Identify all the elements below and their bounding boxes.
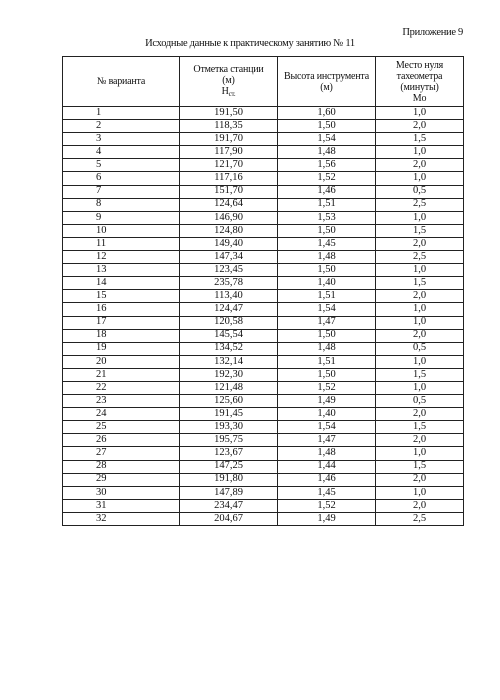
height-header-line1: Высота инструмента xyxy=(284,70,369,82)
cell-station-elevation: 193,30 xyxy=(180,421,278,434)
cell-station-elevation: 124,47 xyxy=(180,303,278,316)
cell-zero-place: 1,0 xyxy=(376,447,464,460)
table-row xyxy=(63,355,464,368)
cell-station-elevation: 191,45 xyxy=(180,408,278,421)
cell-instrument-height: 1,54 xyxy=(278,303,376,316)
cell-variant-number: 30 xyxy=(63,486,180,499)
table-header-row xyxy=(63,57,464,107)
cell-zero-place: 2,0 xyxy=(376,499,464,512)
cell-station-elevation: 146,90 xyxy=(180,211,278,224)
cell-zero-place: 2,5 xyxy=(376,251,464,264)
cell-zero-place: 0,5 xyxy=(376,395,464,408)
cell-station-elevation: 192,30 xyxy=(180,368,278,381)
table-row xyxy=(63,224,464,237)
table-row xyxy=(63,434,464,447)
column-header-station-elevation xyxy=(180,57,278,107)
table-row xyxy=(63,185,464,198)
document-title: Исходные данные к практическому занятию № 11 xyxy=(145,38,355,49)
table-row xyxy=(63,499,464,512)
cell-instrument-height: 1,50 xyxy=(278,224,376,237)
cell-zero-place: 1,0 xyxy=(376,355,464,368)
cell-variant-number: 8 xyxy=(63,198,180,211)
table-row xyxy=(63,473,464,486)
table-row xyxy=(63,237,464,250)
station-header-line2: (м) xyxy=(222,74,235,86)
cell-instrument-height: 1,53 xyxy=(278,211,376,224)
cell-variant-number: 9 xyxy=(63,211,180,224)
cell-station-elevation: 151,70 xyxy=(180,185,278,198)
cell-zero-place: 0,5 xyxy=(376,185,464,198)
table-row xyxy=(63,264,464,277)
cell-variant-number: 27 xyxy=(63,447,180,460)
zero-header-line3: (минуты) xyxy=(400,81,439,93)
cell-variant-number: 5 xyxy=(63,159,180,172)
cell-variant-number: 7 xyxy=(63,185,180,198)
table-row xyxy=(63,486,464,499)
cell-station-elevation: 191,70 xyxy=(180,133,278,146)
table-row xyxy=(63,172,464,185)
cell-zero-place: 2,0 xyxy=(376,473,464,486)
cell-zero-place: 1,5 xyxy=(376,421,464,434)
cell-variant-number: 28 xyxy=(63,460,180,473)
cell-variant-number: 1 xyxy=(63,107,180,120)
station-symbol: H xyxy=(221,85,229,97)
cell-instrument-height: 1,52 xyxy=(278,172,376,185)
cell-variant-number: 20 xyxy=(63,355,180,368)
cell-variant-number: 16 xyxy=(63,303,180,316)
cell-instrument-height: 1,46 xyxy=(278,185,376,198)
table-row xyxy=(63,159,464,172)
cell-station-elevation: 125,60 xyxy=(180,395,278,408)
column-header-instrument-height xyxy=(278,57,376,107)
table-row xyxy=(63,107,464,120)
cell-variant-number: 11 xyxy=(63,237,180,250)
cell-instrument-height: 1,47 xyxy=(278,316,376,329)
cell-station-elevation: 113,40 xyxy=(180,290,278,303)
column-header-variant xyxy=(63,57,180,107)
cell-instrument-height: 1,48 xyxy=(278,146,376,159)
cell-instrument-height: 1,52 xyxy=(278,499,376,512)
cell-instrument-height: 1,50 xyxy=(278,120,376,133)
cell-station-elevation: 235,78 xyxy=(180,277,278,290)
cell-variant-number: 3 xyxy=(63,133,180,146)
cell-instrument-height: 1,51 xyxy=(278,198,376,211)
appendix-label: Приложение 9 xyxy=(402,27,463,38)
cell-instrument-height: 1,50 xyxy=(278,329,376,342)
table-row xyxy=(63,381,464,394)
cell-zero-place: 2,5 xyxy=(376,512,464,525)
cell-variant-number: 19 xyxy=(63,342,180,355)
cell-zero-place: 1,5 xyxy=(376,133,464,146)
cell-zero-place: 0,5 xyxy=(376,342,464,355)
table-row xyxy=(63,146,464,159)
cell-station-elevation: 191,80 xyxy=(180,473,278,486)
cell-variant-number: 15 xyxy=(63,290,180,303)
cell-station-elevation: 234,47 xyxy=(180,499,278,512)
cell-instrument-height: 1,48 xyxy=(278,447,376,460)
column-header-zero-place xyxy=(376,57,464,107)
cell-variant-number: 10 xyxy=(63,224,180,237)
cell-zero-place: 1,0 xyxy=(376,486,464,499)
table-row xyxy=(63,512,464,525)
cell-zero-place: 2,5 xyxy=(376,198,464,211)
cell-variant-number: 22 xyxy=(63,381,180,394)
cell-variant-number: 24 xyxy=(63,408,180,421)
cell-variant-number: 31 xyxy=(63,499,180,512)
cell-instrument-height: 1,45 xyxy=(278,237,376,250)
cell-zero-place: 1,0 xyxy=(376,211,464,224)
cell-variant-number: 4 xyxy=(63,146,180,159)
table-row xyxy=(63,342,464,355)
table-row xyxy=(63,211,464,224)
cell-variant-number: 14 xyxy=(63,277,180,290)
station-symbol-subscript: ст. xyxy=(228,89,236,98)
cell-instrument-height: 1,49 xyxy=(278,512,376,525)
cell-zero-place: 2,0 xyxy=(376,290,464,303)
cell-station-elevation: 147,34 xyxy=(180,251,278,264)
cell-zero-place: 1,5 xyxy=(376,277,464,290)
cell-instrument-height: 1,45 xyxy=(278,486,376,499)
cell-instrument-height: 1,60 xyxy=(278,107,376,120)
zero-header-line2: тахеометра xyxy=(396,70,443,82)
cell-station-elevation: 124,80 xyxy=(180,224,278,237)
zero-header-line4: Mo xyxy=(412,92,427,104)
cell-station-elevation: 121,48 xyxy=(180,381,278,394)
cell-instrument-height: 1,40 xyxy=(278,408,376,421)
cell-station-elevation: 134,52 xyxy=(180,342,278,355)
table-row xyxy=(63,447,464,460)
cell-zero-place: 1,5 xyxy=(376,368,464,381)
cell-station-elevation: 147,89 xyxy=(180,486,278,499)
cell-zero-place: 2,0 xyxy=(376,329,464,342)
cell-variant-number: 29 xyxy=(63,473,180,486)
table-row xyxy=(63,395,464,408)
table-row xyxy=(63,198,464,211)
cell-zero-place: 1,0 xyxy=(376,303,464,316)
cell-variant-number: 25 xyxy=(63,421,180,434)
cell-station-elevation: 123,45 xyxy=(180,264,278,277)
height-header-line2: (м) xyxy=(320,81,333,93)
zero-header-line1: Место нуля xyxy=(395,59,444,71)
cell-station-elevation: 123,67 xyxy=(180,447,278,460)
cell-station-elevation: 124,64 xyxy=(180,198,278,211)
cell-instrument-height: 1,40 xyxy=(278,277,376,290)
cell-station-elevation: 191,50 xyxy=(180,107,278,120)
cell-instrument-height: 1,47 xyxy=(278,434,376,447)
table-row xyxy=(63,290,464,303)
cell-station-elevation: 145,54 xyxy=(180,329,278,342)
table-row xyxy=(63,408,464,421)
cell-variant-number: 2 xyxy=(63,120,180,133)
cell-variant-number: 18 xyxy=(63,329,180,342)
cell-variant-number: 6 xyxy=(63,172,180,185)
source-data-table xyxy=(62,56,464,526)
table-row xyxy=(63,368,464,381)
station-header-line3 xyxy=(180,86,277,100)
cell-instrument-height: 1,52 xyxy=(278,381,376,394)
cell-zero-place: 1,5 xyxy=(376,224,464,237)
cell-zero-place: 1,0 xyxy=(376,172,464,185)
table-row xyxy=(63,277,464,290)
cell-instrument-height: 1,56 xyxy=(278,159,376,172)
station-header-line1: Отметка станции xyxy=(193,63,264,75)
cell-zero-place: 2,0 xyxy=(376,408,464,421)
cell-variant-number: 12 xyxy=(63,251,180,264)
cell-station-elevation: 147,25 xyxy=(180,460,278,473)
table-row xyxy=(63,460,464,473)
cell-instrument-height: 1,54 xyxy=(278,133,376,146)
cell-variant-number: 32 xyxy=(63,512,180,525)
cell-instrument-height: 1,50 xyxy=(278,368,376,381)
table-row xyxy=(63,329,464,342)
cell-zero-place: 1,0 xyxy=(376,316,464,329)
table-row xyxy=(63,120,464,133)
cell-instrument-height: 1,50 xyxy=(278,264,376,277)
cell-variant-number: 23 xyxy=(63,395,180,408)
cell-instrument-height: 1,49 xyxy=(278,395,376,408)
table-row xyxy=(63,251,464,264)
cell-variant-number: 21 xyxy=(63,368,180,381)
table-row xyxy=(63,303,464,316)
cell-zero-place: 1,5 xyxy=(376,460,464,473)
table-row xyxy=(63,316,464,329)
cell-variant-number: 26 xyxy=(63,434,180,447)
cell-station-elevation: 120,58 xyxy=(180,316,278,329)
cell-zero-place: 1,0 xyxy=(376,146,464,159)
cell-zero-place: 2,0 xyxy=(376,159,464,172)
cell-variant-number: 13 xyxy=(63,264,180,277)
cell-instrument-height: 1,46 xyxy=(278,473,376,486)
cell-instrument-height: 1,54 xyxy=(278,421,376,434)
cell-instrument-height: 1,48 xyxy=(278,342,376,355)
cell-zero-place: 1,0 xyxy=(376,107,464,120)
cell-instrument-height: 1,51 xyxy=(278,290,376,303)
cell-station-elevation: 117,90 xyxy=(180,146,278,159)
cell-zero-place: 1,0 xyxy=(376,264,464,277)
cell-zero-place: 2,0 xyxy=(376,120,464,133)
cell-station-elevation: 121,70 xyxy=(180,159,278,172)
cell-station-elevation: 195,75 xyxy=(180,434,278,447)
cell-station-elevation: 118,35 xyxy=(180,120,278,133)
cell-zero-place: 2,0 xyxy=(376,434,464,447)
cell-station-elevation: 117,16 xyxy=(180,172,278,185)
cell-variant-number: 17 xyxy=(63,316,180,329)
cell-instrument-height: 1,44 xyxy=(278,460,376,473)
cell-instrument-height: 1,48 xyxy=(278,251,376,264)
cell-station-elevation: 132,14 xyxy=(180,355,278,368)
cell-zero-place: 1,0 xyxy=(376,381,464,394)
cell-station-elevation: 204,67 xyxy=(180,512,278,525)
table-row xyxy=(63,133,464,146)
cell-zero-place: 2,0 xyxy=(376,237,464,250)
table-row xyxy=(63,421,464,434)
cell-instrument-height: 1,51 xyxy=(278,355,376,368)
variant-header-text: № варианта xyxy=(96,76,146,87)
cell-station-elevation: 149,40 xyxy=(180,237,278,250)
table-body xyxy=(63,107,464,526)
